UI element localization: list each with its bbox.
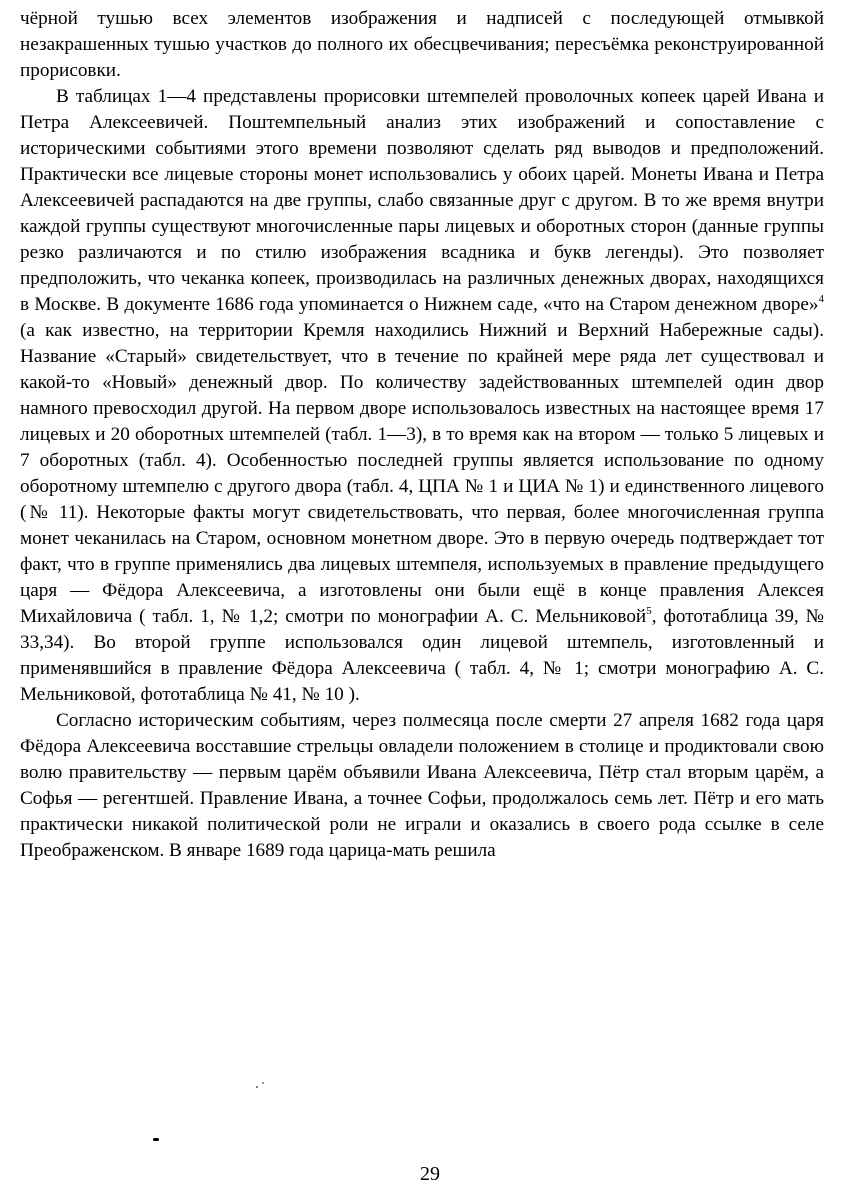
paragraph-3: Согласно историческим событиям, через полмесяца после смерти 27 апреля 1682 года царя Фёдора Алексеевича восставшие стрельцы овладели положением в столице и продиктовали свою волю правительству — первым царём объявили Ивана Алексеевича, Пётр стал вторым царём, а Софья — регентшей. Правление Ивана, а точнее Софьи, продолжалось семь лет. Пётр и его мать практически никакой политической роли не играли и оказались в своего рода ссылке в селе Преображенском. В январе 1689 года царица-мать решила	[20, 710, 824, 861]
body-text	[20, 6, 824, 864]
paragraph-1: чёрной тушью всех элементов изображения и надписей с последующей отмывкой незакрашенных тушью участков до полного их обесцвечивания; пересъёмка реконструированной прорисовки.	[20, 8, 824, 81]
scan-speck	[262, 1082, 264, 1084]
paragraph-2	[20, 84, 824, 708]
scan-speck	[256, 1086, 258, 1088]
paragraph-2-part-1: В таблицах 1—4 представлены прорисовки штемпелей проволочных копеек царей Ивана и Петра Алексеевичей. Поштемпельный анализ этих изображений и сопоставление с историческими событиями этого времени позволяют сделать ряд выводов и предположений. Практически все лицевые стороны монет использовались у обоих царей. Монеты Ивана и Петра Алексеевичей распадаются на две группы, слабо связанные друг с другом. В то же время внутри каждой группы существуют многочисленные пары лицевых и оборотных сторон (данные группы резко различаются и по стилю изображения всадника и букв легенды). Это позволяет предположить, что чеканка копеек, производилась на различных денежных дворах, находящихся в Москве. В документе 1686 года упоминается о Нижнем саде, «что на Старом денежном дворе»	[20, 86, 824, 315]
scan-speck	[153, 1138, 159, 1141]
paragraph-2-part-2: (а как известно, на территории Кремля находились Нижний и Верхний Набережные сады). Название «Старый» свидетельствует, что в течение по крайней мере ряда лет существовал и какой-то «Новый» денежный двор. По количеству задействованных штемпелей один двор намного превосходил другой. На первом дворе использовалось известных на настоящее время 17 лицевых и 20 оборотных штемпелей (табл. 1—3), в то время как на втором — только 5 лицевых и 7 оборотных (табл. 4). Особенностью последней группы является использование по одному оборотному штемпелю с другого двора (табл. 4, ЦПА № 1 и ЦИА № 1) и единственного лицевого (№ 11). Некоторые факты могут свидетельствовать, что первая, более многочисленная группа монет чеканилась на Старом, основном монетном дворе. Это в первую очередь подтверждает тот факт, что в группе применялись два лицевых штемпеля, используемых в правление предыдущего царя — Фёдора Алексеевича, а изготовлены они были ещё в конце правления Алексея Михайловича ( табл. 1, № 1,2; смотри по монографии А. С. Мельниковой	[20, 320, 824, 627]
page-number: 29	[420, 1163, 440, 1185]
footnote-ref-5: 5	[646, 605, 652, 617]
paragraph-2-part-3: , фототаблица 39, № 33,34). Во второй группе использовался один лицевой штемпель, изготовленный и применявшийся в правление Фёдора Алексеевича ( табл. 4, № 1; смотри монографию А. С. Мельниковой, фототаблица № 41, № 10 ).	[20, 606, 824, 705]
footnote-ref-4: 4	[818, 293, 824, 305]
